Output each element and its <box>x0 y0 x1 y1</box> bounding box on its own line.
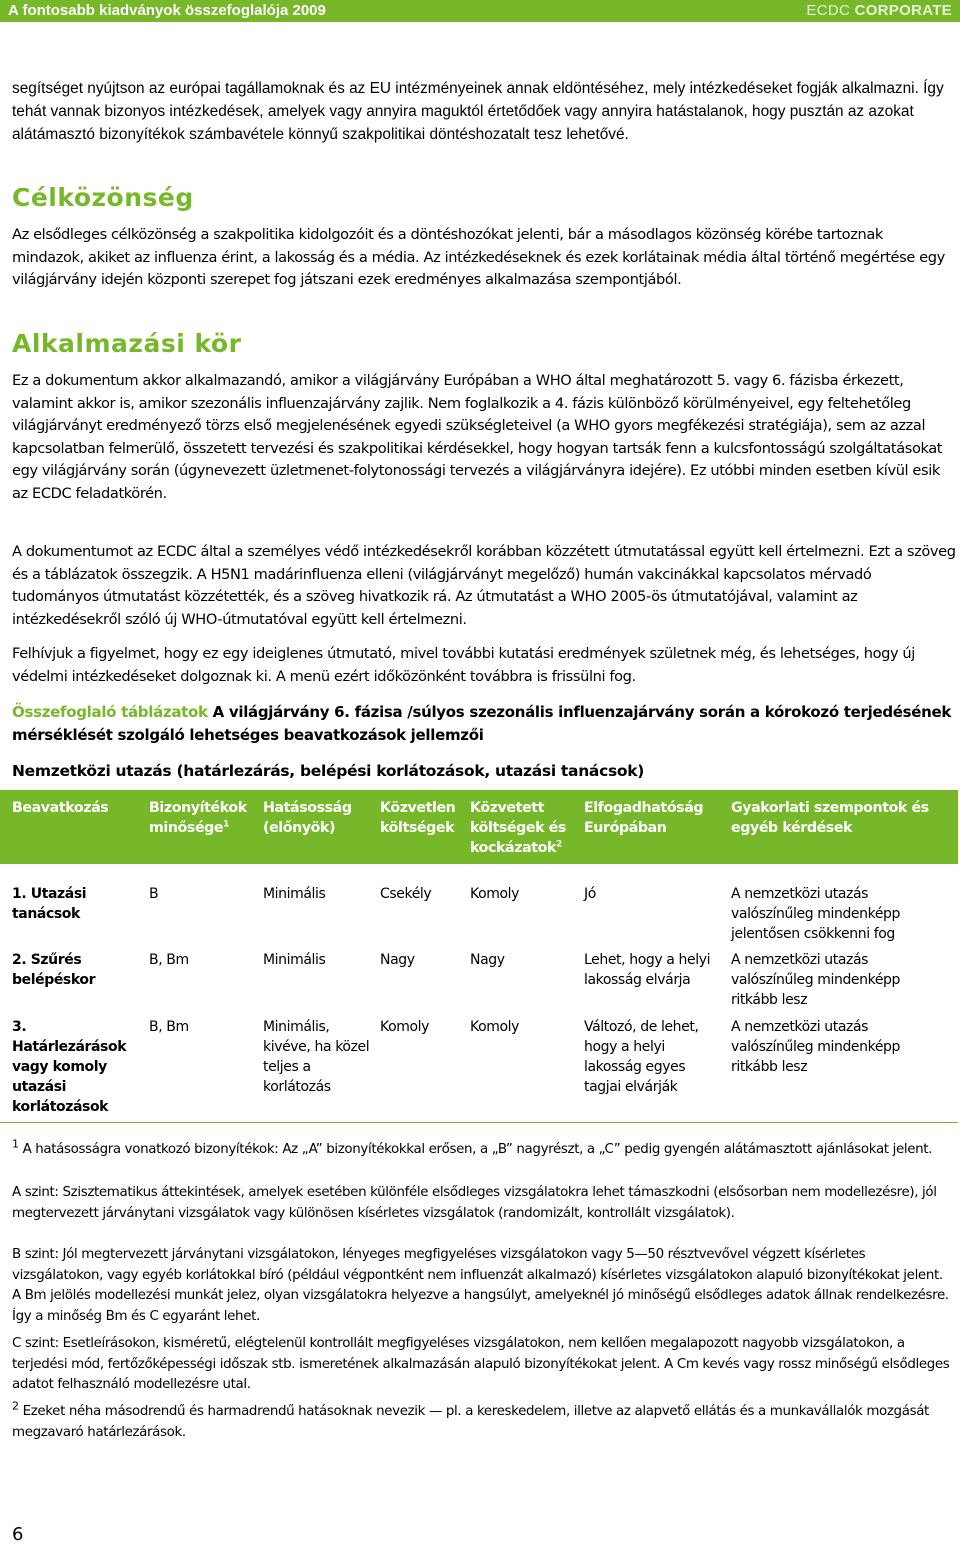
summary-title <box>12 701 952 747</box>
cell-effectiveness: Minimális <box>263 886 326 902</box>
th-indirect-costs <box>470 798 578 858</box>
th-practical: Gyakorlati szempontok és egyéb kérdések <box>731 800 929 836</box>
header-brand <box>806 1 952 21</box>
cell-indirect-costs: Nagy <box>470 952 505 968</box>
page-number: 6 <box>12 1524 24 1545</box>
brand-bold: CORPORATE <box>854 2 952 19</box>
th-effectiveness: Hatásosság (előnyök) <box>263 800 352 836</box>
brand-light: ECDC <box>806 2 851 19</box>
cell-practical: A nemzetközi utazás valószínűleg mindenképp ritkább lesz <box>731 952 901 1008</box>
scope-paragraph-1: Ez a dokumentum akkor alkalmazandó, amikor a világjárvány Európában a WHO által meghatározott 5. vagy 6. fázisba érkezett, valamint akkor is, amikor szezonális influenzajárvány zajlik. Nem foglalkozik a 4. fázis különböző körülményeivel, egy feltehetőleg világjárványt eredményező törzs első megjelenésének egyedi szükségleteivel (a WHO gyors megfékezési stratégiája), sem az azzal kapcsolatban felmerülő, összetett tervezési és szakpolitikai kérdésekkel, hogy hogyan tartsák fenn a kulcsfontosságú szolgáltatásokat egy világjárvány során (úgynevezett üzletmenet-folytonossági tervezés a világjárványra idejére). Ez utóbbi minden esetben kívül esik az ECDC feladatkörén. <box>12 372 943 502</box>
cell-acceptability: Változó, de lehet, hogy a helyi lakosság egyes tagjai elvárják <box>584 1019 699 1095</box>
summary-label: Összefoglaló táblázatok <box>12 703 208 721</box>
footnote-level-b: B szint: Jól megtervezett járványtani vizsgálatokon, lényeges megfigyeléses vizsgálatokon vagy 5—50 résztvevővel végzett kísérletes vizsgálatokon, vagy egyéb korlátokkal bíró (például végpontként nem influenzát alkalmazó) kísérletes vizsgálatokon alapuló bizonyítékokat jelent. A Bm jelölés modellezési munkát jelez, olyan vizsgálatokra helyezve a hangsúlyt, amelyeknél jó minőségű elsődleges adatok állnak rendelkezésre. Így a minőség Bm és C egyaránt lehet. <box>12 1247 949 1324</box>
footnote-level-a: A szint: Szisztematikus áttekintések, amelyek esetében különféle elsődleges vizsgálatokra lehet támaszkodni (elsősorban nem modellezésre), jól megtervezett járványtani vizsgálatok vagy különösen kísérletes vizsgálatok (randomizált, kontrollált vizsgálatok). <box>12 1185 937 1221</box>
cell-effectiveness: Minimális, kivéve, ha közel teljes a korlátozás <box>263 1019 370 1095</box>
cell-practical: A nemzetközi utazás valószínűleg mindenképp ritkább lesz <box>731 1019 901 1075</box>
th-indirect-sup: 2 <box>556 839 562 850</box>
footnote-2-mark: 2 <box>12 1399 19 1413</box>
table-header <box>0 790 958 864</box>
cell-evidence: B, Bm <box>149 952 189 968</box>
cell-effectiveness: Minimális <box>263 952 326 968</box>
cell-intervention: 1. Utazási tanácsok <box>12 886 87 922</box>
footnote-2 <box>12 1399 952 1443</box>
cell-acceptability: Lehet, hogy a helyi lakosság elvárja <box>584 952 711 988</box>
page-header <box>0 0 960 22</box>
cell-intervention: 3. Határlezárások vagy komoly utazási korlátozások <box>12 1019 127 1115</box>
audience-paragraph: Az elsődleges célközönség a szakpolitika kidolgozóit és a döntéshozókat jelenti, bár a másodlagos közönség körébe tartoznak mindazok, akiket az influenza érint, a lakosság és a média. Az intézkedéseknek és ezek korlátainak média által történő megértése egy világjárvány idején központi szerepet fog játszani ezek eredményes alkalmazása szempontjából. <box>12 226 945 289</box>
table-row <box>0 1017 958 1117</box>
footnote-2-text: Ezeket néha másodrendű és harmadrendű hatásoknak nevezik — pl. a kereskedelem, illetve az alapvető ellátás és a munkavállalók mozgását megzavaró határlezárások. <box>12 1404 929 1440</box>
section-heading-audience: Célközönség <box>12 183 194 212</box>
cell-practical: A nemzetközi utazás valószínűleg mindenképp jelentősen csökkenni fog <box>731 886 901 942</box>
th-acceptability: Elfogadhatóság Európában <box>584 800 704 836</box>
th-evidence-sup: 1 <box>223 819 230 830</box>
cell-indirect-costs: Komoly <box>470 886 520 902</box>
cell-direct-costs: Nagy <box>380 952 415 968</box>
footnote-1-mark: 1 <box>12 1137 19 1151</box>
table-row <box>0 950 958 1012</box>
section-heading-scope: Alkalmazási kör <box>12 329 242 358</box>
cell-intervention: 2. Szűrés belépéskor <box>12 952 96 988</box>
cell-acceptability: Jó <box>584 886 596 902</box>
table-subtitle: Nemzetközi utazás (határlezárás, belépési korlátozások, utazási tanácsok) <box>12 762 645 780</box>
header-title: A fontosabb kiadványok összefoglalója 2009 <box>8 2 326 19</box>
cell-direct-costs: Komoly <box>380 1019 430 1035</box>
cell-evidence: B, Bm <box>149 1019 189 1035</box>
scope-paragraph-2: A dokumentumot az ECDC által a személyes védő intézkedésekről korábban közzétett útmutatással együtt kell értelmezni. Ezt a szöveg és a táblázatok összegzik. A H5N1 madárinfluenza elleni (világjárványt megelőző) humán vakcinákkal kapcsolatos mérvadó tudományos útmutatást közzétették, és a szöveg hivatkozik rá. Az útmutatást a WHO 2005-ös útmutatójával, valamint az intézkedésekről szóló új WHO-útmutatóval együtt kell értelmezni. <box>12 543 956 628</box>
intro-paragraph: segítséget nyújtson az európai tagállamoknak és az EU intézményeinek annak eldöntéséhez, mely intézkedéseket fogják alkalmazni. Így tehát vannak bizonyos intézkedések, amelyek vagy annyira maguktól értetődőek vagy annyira hatástalanok, hogy pusztán az azokat alátámasztó bizonyítékok számbavétele könnyű szakpolitikai döntéshozatalt tesz lehetővé. <box>12 80 944 143</box>
th-intervention: Beavatkozás <box>12 800 109 816</box>
th-direct-costs: Közvetlen költségek <box>380 800 456 836</box>
table-row <box>0 884 958 946</box>
cell-direct-costs: Csekély <box>380 886 432 902</box>
table-bottom-rule <box>0 1122 958 1123</box>
cell-indirect-costs: Komoly <box>470 1019 520 1035</box>
cell-evidence: B <box>149 886 159 902</box>
scope-paragraph-3: Felhívjuk a figyelmet, hogy ez egy ideiglenes útmutató, mivel további kutatási eredmények születnek még, és lehetséges, hogy új védelmi intézkedéseket dolgoznak ki. A menü ezért időközönként továbbra is frissülni fog. <box>12 645 915 685</box>
summary-title-text: A világjárvány 6. fázisa /súlyos szezonális influenzajárvány során a kórokozó terjedésének mérséklését szolgáló lehetséges beavatkozások jellemzői <box>12 703 952 744</box>
footnote-1 <box>12 1137 952 1161</box>
th-indirect-label: Közvetett költségek és kockázatok <box>470 800 566 856</box>
th-evidence <box>149 798 257 838</box>
footnote-1-text: A hatásosságra vonatkozó bizonyítékok: Az „A” bizonyítékokkal erősen, a „B” nagyrészt, a „C” pedig gyengén alátámasztott ajánlásokat jelent. <box>18 1142 933 1157</box>
th-evidence-label: Bizonyítékok minősége <box>149 800 247 836</box>
footnote-level-c: C szint: Esetleírásokon, kisméretű, elégtelenül kontrollált megfigyeléses vizsgálatokon, nem kellően megalapozott nagyobb vizsgálatokon, a terjedési mód, fertőzőképességi időszak stb. ismeretének alkalmazásán alapuló bizonyítékokat jelent. A Cm kevés vagy rossz minőségű elsődleges adatot felhasználó modellezésre utal. <box>12 1336 950 1392</box>
